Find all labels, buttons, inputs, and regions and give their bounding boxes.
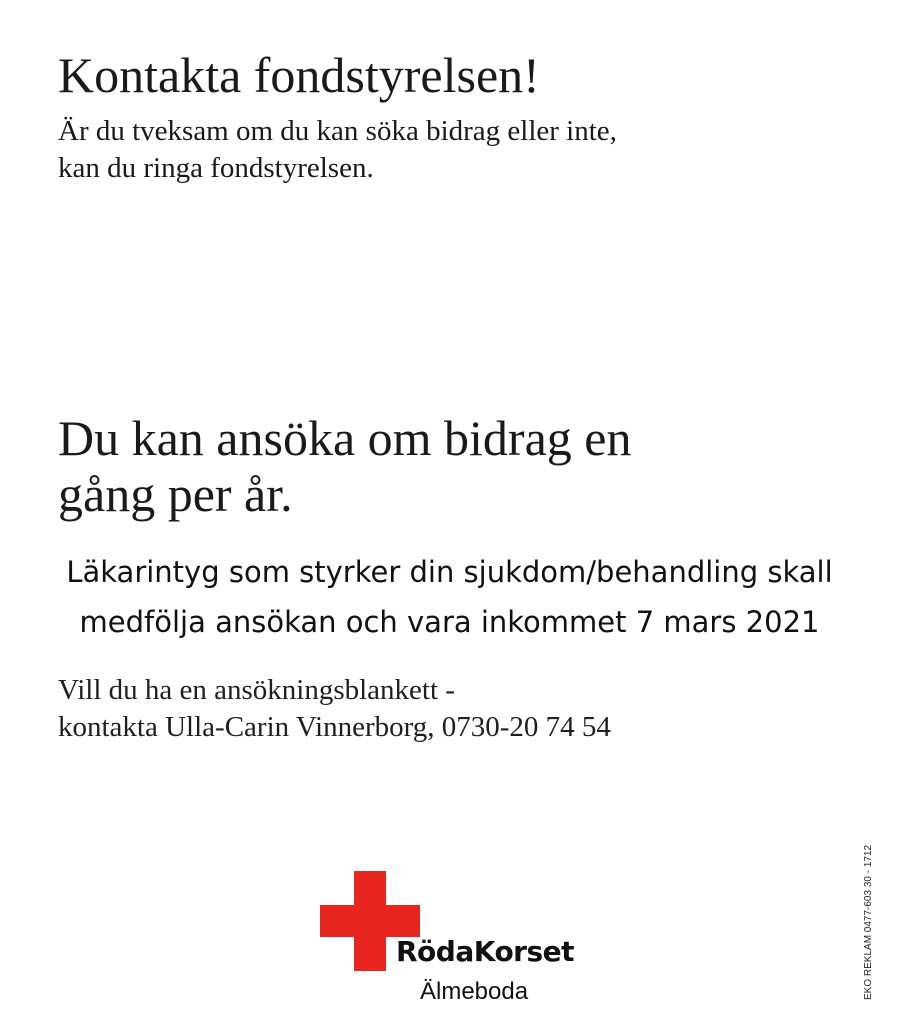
intro-line: Är du tveksam om du kan söka bidrag eller inte, xyxy=(58,115,617,147)
application-heading-line: gång per år. xyxy=(58,466,293,522)
application-heading xyxy=(58,410,631,522)
certificate-note xyxy=(0,547,899,647)
print-code: EKO REKLAM 0477-603 30 - 1712 xyxy=(863,844,874,1000)
organization-name: RödaKorset xyxy=(396,935,575,968)
red-cross-logo xyxy=(320,871,590,1011)
branch-name: Älmeboda xyxy=(420,978,529,1005)
intro-text xyxy=(58,113,617,187)
application-heading-line: Du kan ansöka om bidrag en xyxy=(58,410,632,466)
contact-info xyxy=(58,672,611,746)
page-title: Kontakta fondstyrelsen! xyxy=(58,47,540,103)
intro-line: kan du ringa fondstyrelsen. xyxy=(58,152,374,184)
contact-line: kontakta Ulla-Carin Vinnerborg, 0730-20 74 54 xyxy=(58,711,611,743)
contact-line: Vill du ha en ansökningsblankett - xyxy=(58,674,455,706)
certificate-note-line: medfölja ansökan och vara inkommet 7 mars 2021 xyxy=(79,605,820,639)
certificate-note-line: Läkarintyg som styrker din sjukdom/behandling skall xyxy=(66,555,833,589)
